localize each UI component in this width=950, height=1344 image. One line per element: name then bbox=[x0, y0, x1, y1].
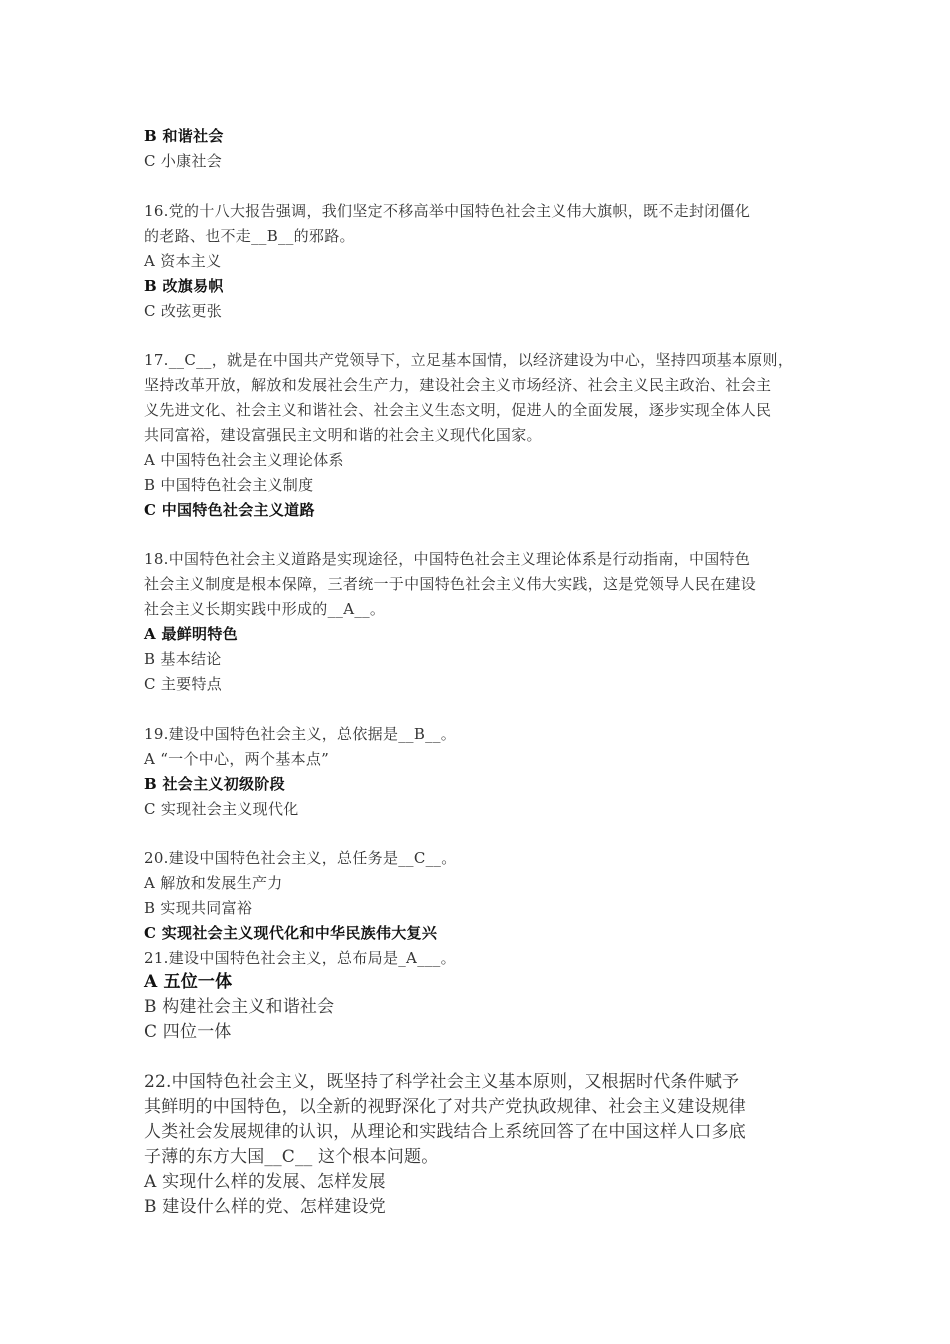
answer-option: C 改弦更张 bbox=[144, 302, 223, 320]
answer-option: C 小康社会 bbox=[144, 152, 223, 170]
text-line: 的老路、也不走__B__的邪路。 bbox=[144, 227, 355, 245]
answer-option-correct: A 最鲜明特色 bbox=[144, 625, 238, 643]
question-text: 20.建设中国特色社会主义，总任务是__C__。 bbox=[144, 849, 457, 867]
question-text: 16.党的十八大报告强调，我们坚定不移高举中国特色社会主义伟大旗帜，既不走封闭僵化 bbox=[144, 202, 751, 220]
answer-option-correct: C 中国特色社会主义道路 bbox=[144, 501, 315, 519]
question-text: 17.__C__，就是在中国共产党领导下，立足基本国情，以经济建设为中心，坚持四项基本原则， bbox=[144, 351, 794, 369]
question-text: 19.建设中国特色社会主义，总依据是__B__。 bbox=[144, 725, 457, 743]
answer-option-correct: C 实现社会主义现代化和中华民族伟大复兴 bbox=[144, 924, 438, 942]
answer-option-correct: B 和谐社会 bbox=[144, 127, 224, 145]
answer-option: A “一个中心，两个基本点” bbox=[144, 750, 330, 768]
text-line: 其鲜明的中国特色，以全新的视野深化了对共产党执政规律、社会主义建设规律 bbox=[144, 1097, 746, 1117]
text-line: 社会主义长期实践中形成的__A__。 bbox=[144, 600, 386, 618]
answer-option: B 建设什么样的党、怎样建设党 bbox=[144, 1197, 386, 1217]
answer-option: B 构建社会主义和谐社会 bbox=[144, 997, 335, 1017]
text-line: 人类社会发展规律的认识，从理论和实践结合上系统回答了在中国这样人口多底 bbox=[144, 1122, 746, 1142]
answer-option: C 实现社会主义现代化 bbox=[144, 800, 299, 818]
question-text: 18.中国特色社会主义道路是实现途径，中国特色社会主义理论体系是行动指南，中国特色 bbox=[144, 550, 751, 568]
answer-option: C 四位一体 bbox=[144, 1022, 232, 1042]
question-text: 22.中国特色社会主义，既坚持了科学社会主义基本原则，又根据时代条件赋予 bbox=[144, 1072, 740, 1092]
answer-option: B 实现共同富裕 bbox=[144, 899, 253, 917]
text-line: 坚持改革开放，解放和发展社会生产力，建设社会主义市场经济、社会主义民主政治、社会主 bbox=[144, 376, 772, 394]
answer-option: A 中国特色社会主义理论体系 bbox=[144, 451, 344, 469]
answer-option-correct: B 改旗易帜 bbox=[144, 277, 224, 295]
answer-option: B 基本结论 bbox=[144, 650, 222, 668]
answer-option: A 实现什么样的发展、怎样发展 bbox=[144, 1172, 386, 1192]
text-line: 共同富裕，建设富强民主文明和谐的社会主义现代化国家。 bbox=[144, 426, 542, 444]
answer-option-correct: A 五位一体 bbox=[144, 972, 233, 992]
answer-option: A 解放和发展生产力 bbox=[144, 874, 283, 892]
text-line: 义先进文化、社会主义和谐社会、社会主义生态文明，促进人的全面发展，逐步实现全体人民 bbox=[144, 401, 772, 419]
answer-option-correct: B 社会主义初级阶段 bbox=[144, 775, 285, 793]
answer-option: C 主要特点 bbox=[144, 675, 223, 693]
text-line: 子薄的东方大国__C__ 这个根本问题。 bbox=[144, 1147, 439, 1167]
text-line: 社会主义制度是根本保障，三者统一于中国特色社会主义伟大实践，这是党领导人民在建设 bbox=[144, 575, 757, 593]
answer-option: B 中国特色社会主义制度 bbox=[144, 476, 314, 494]
question-text: 21.建设中国特色社会主义，总布局是_A___。 bbox=[144, 949, 456, 967]
answer-option: A 资本主义 bbox=[144, 252, 222, 270]
